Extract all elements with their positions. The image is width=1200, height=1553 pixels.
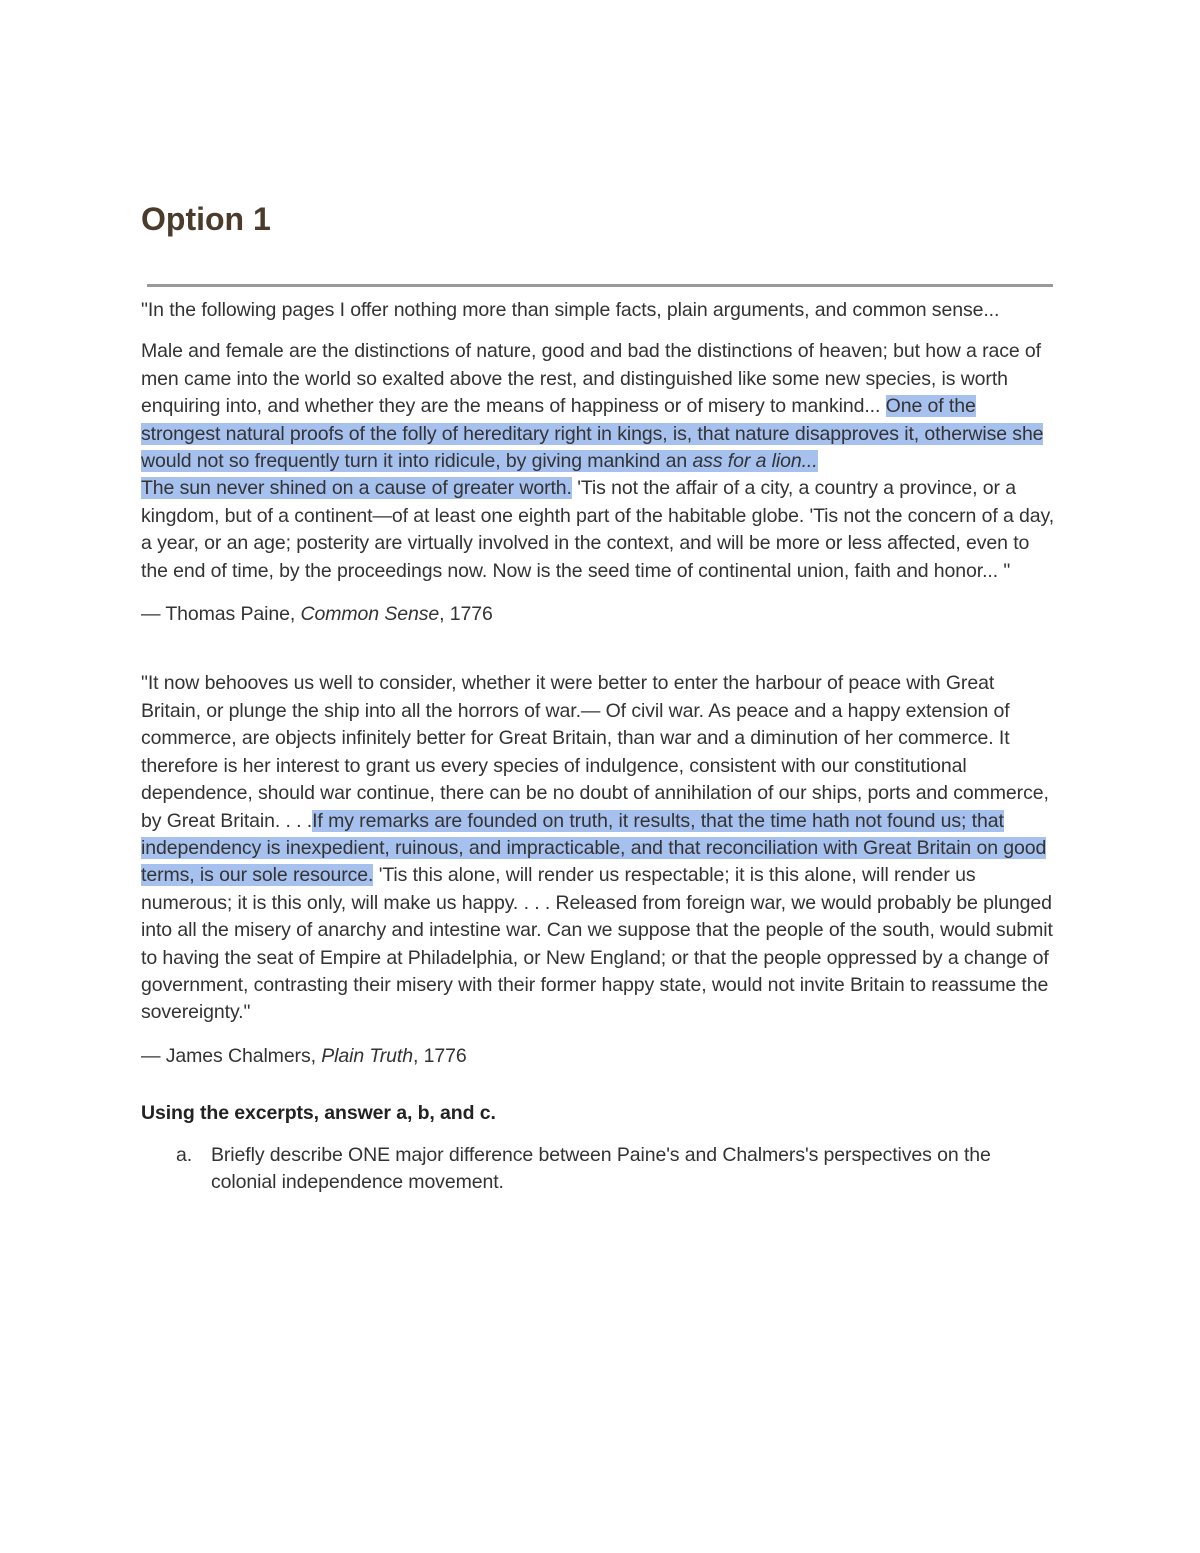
question-item (141, 1142, 1056, 1197)
paine-quote-closing (141, 475, 1056, 585)
chalmers-quote-paragraph (141, 670, 1056, 1026)
attribution-author: — Thomas Paine, (141, 603, 301, 626)
paine-quote-intro: "In the following pages I offer nothing more than simple facts, plain arguments, and common sense... (141, 299, 1000, 321)
attribution-year: , 1776 (439, 603, 493, 626)
paine-quote-paragraph (141, 338, 1056, 475)
paine-text-start: Male and female are the distinctions of nature, good and bad the distinctions of heaven; but how a race of men came into the world so exalted above the rest, and distinguished like some new species, is worth enquiring into, and whether they are the means of happiness or of misery to mankind... (141, 340, 1041, 418)
paine-attribution (141, 601, 1056, 628)
paine-highlight-text: One of the strongest natural proofs of the folly of hereditary right in kings, is, that nature disapproves it, otherwise she would not so frequently turn it into ridicule, by giving mankind an (141, 395, 1044, 473)
paine-highlight-italic: ass for a lion... (692, 450, 818, 473)
question-text: Briefly describe ONE major difference between Paine's and Chalmers's perspectives on the colonial independence movement. (211, 1143, 991, 1193)
page-title: Option 1 (141, 201, 271, 237)
horizontal-divider (147, 284, 1053, 287)
highlighted-text: The sun never shined on a cause of greater worth. (141, 477, 572, 500)
question-marker: a. (176, 1143, 193, 1166)
chalmers-text-rest: 'Tis this alone, will render us respectable; it is this alone, will render us numerous; it is this only, will make us happy. . . . Released from foreign war, we would probably be plunged into all the misery of anarchy and intestine war. Can we suppose that the people of the south, would submit to having the seat of Empire at Philadelphia, or New England; or that the people oppressed by a change of government, contrasting their misery with their former happy state, would not invite Britain to reassume the sovereignty." (141, 864, 1053, 1024)
attribution-work-title: Plain Truth (321, 1044, 413, 1067)
question-list (141, 1142, 1056, 1197)
question-prompt: Using the excerpts, answer a, b, and c. (141, 1102, 496, 1125)
attribution-author: — James Chalmers, (141, 1044, 322, 1067)
chalmers-text-start: "It now behooves us well to consider, whether it were better to enter the harbour of peace with Great Britain, or plunge the ship into all the horrors of war.— Of civil war. As peace and a happy extension of commerce, are objects infinitely better for Great Britain, than war and a diminution of her commerce. It therefore is her interest to grant us every species of indulgence, consistent with our constitutional dependence, should war continue, there can be no doubt of annihilation of our ships, ports and commerce, by Great Britain. . . . (141, 672, 1049, 832)
attribution-work-title: Common Sense (300, 603, 440, 626)
paine-closing-text: 'Tis not the affair of a city, a country a province, or a kingdom, but of a continent—of at least one eighth part of the habitable globe. 'Tis not the concern of a day, a year, or an age; posterity are virtually involved in the context, and will be more or less affected, even to the end of time, by the proceedings now. Now is the seed time of continental union, faith and honor... " (141, 477, 1055, 582)
highlighted-text: If my remarks are founded on truth, it results, that the time hath not found us; that independency is inexpedient, ruinous, and impracticable, and that reconciliation with Great Britain on good terms, is our sole resource. (141, 809, 1047, 887)
chalmers-attribution (141, 1043, 1056, 1070)
attribution-year: , 1776 (413, 1044, 467, 1067)
document-body (141, 297, 1056, 1196)
